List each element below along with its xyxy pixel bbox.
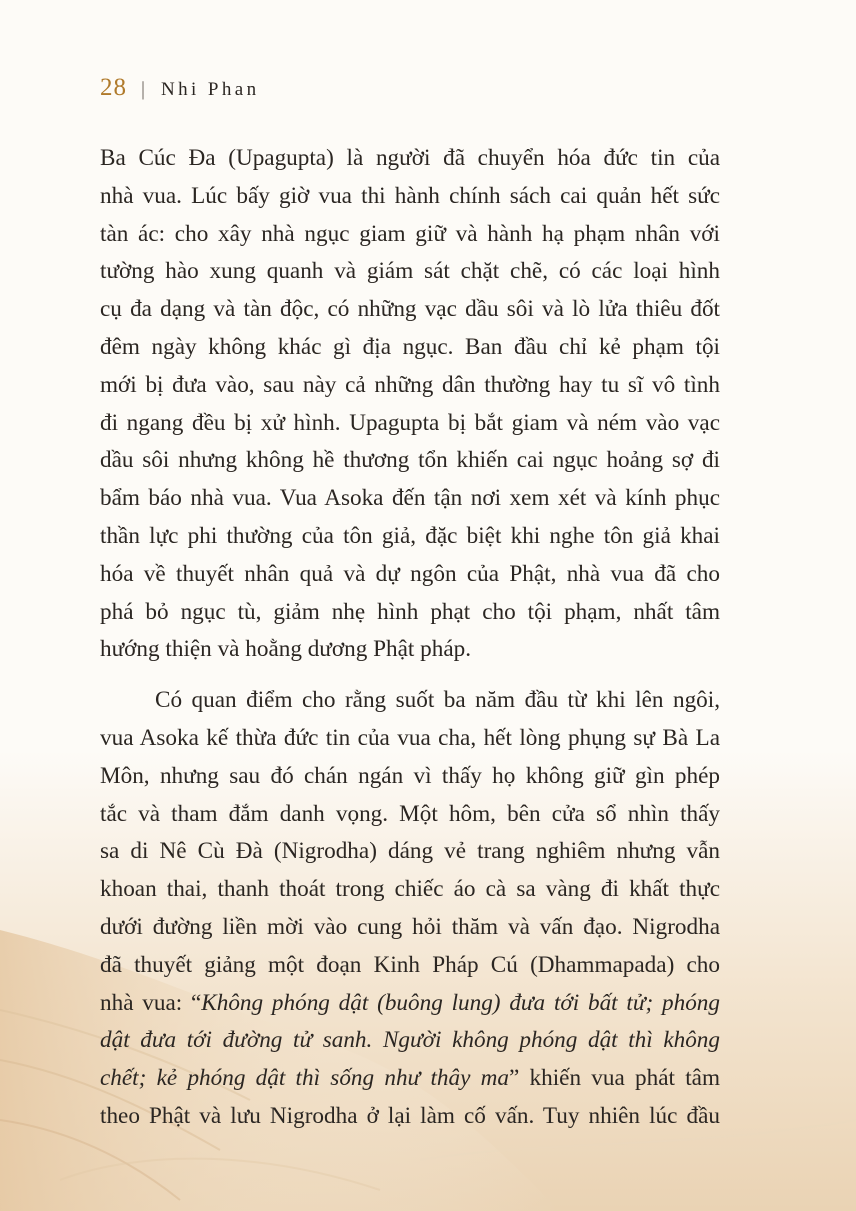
text-line: bẩm báo nhà vua. Vua Asoka đến tận nơi xem xét và kính phục [100,485,720,512]
text-line: dầu sôi nhưng không hề thương tổn khiến cai ngục hoảng sợ đi [100,447,720,474]
text-line: tắc và tham đắm danh vọng. Một hôm, bên cửa sổ nhìn thấy [100,800,720,827]
text-line: đêm ngày không khác gì địa ngục. Ban đầu chỉ kẻ phạm tội [100,333,720,360]
paragraph-1 [100,140,720,669]
quote-text: chết; kẻ phóng dật thì sống như thây ma [100,1065,509,1092]
page-number: 28 [100,74,127,101]
quote-text: dật đưa tới đường tử sanh. Người không phóng dật thì không [100,1027,720,1054]
text-line: nhà vua. Lúc bấy giờ vua thi hành chính sách cai quản hết sức [100,182,720,209]
text-line: hóa về thuyết nhân quả và dự ngôn của Phật, nhà vua đã cho [100,560,720,587]
body-text [100,140,720,1136]
text-line: vua Asoka kế thừa đức tin của vua cha, hết lòng phụng sự Bà La [100,724,720,751]
author-name: Nhi Phan [161,79,260,100]
text-line: Môn, nhưng sau đó chán ngán vì thấy họ không giữ gìn phép [100,762,720,789]
quote-text: Không phóng dật (buông lung) đưa tới bất tử; phóng [201,989,720,1016]
text-line: cụ đa dạng và tàn độc, có những vạc dầu sôi và lò lửa thiêu đốt [100,296,720,323]
text-line: đi ngang đều bị xử hình. Upagupta bị bắt giam và ném vào vạc [100,409,720,436]
header-separator: | [141,78,146,100]
text-line: dưới đường liền mời vào cung hỏi thăm và vấn đạo. Nigrodha [100,913,720,940]
running-header [100,74,259,108]
text-line: phá bỏ ngục tù, giảm nhẹ hình phạt cho tội phạm, nhất tâm [100,598,720,625]
text-line: sa di Nê Cù Đà (Nigrodha) dáng vẻ trang nghiêm nhưng vẫn [100,838,720,865]
text-line: theo Phật và lưu Nigrodha ở lại làm cố vấn. Tuy nhiên lúc đầu [100,1102,720,1129]
text-line: tàn ác: cho xây nhà ngục giam giữ và hành hạ phạm nhân với [100,220,720,247]
text-line: mới bị đưa vào, sau này cả những dân thường hay tu sĩ vô tình [100,371,720,398]
quote-line [100,985,720,1023]
text-line: khoan thai, thanh thoát trong chiếc áo cà sa vàng đi khất thực [100,876,720,903]
quote-lead-in: nhà vua: “ [100,989,202,1016]
paragraph-2 [100,682,720,1136]
text-line: thần lực phi thường của tôn giả, đặc biệt khi nghe tôn giả khai [100,522,720,549]
quote-line [100,1060,720,1098]
text-line: Ba Cúc Đa (Upagupta) là người đã chuyển hóa đức tin của [100,145,720,171]
text-line: đã thuyết giảng một đoạn Kinh Pháp Cú (Dhammapada) cho [100,951,720,978]
quote-follow-up: ” khiến vua phát tâm [508,1065,720,1092]
text-line: Có quan điểm cho rằng suốt ba năm đầu từ khi lên ngôi, [155,687,720,714]
text-line: hướng thiện và hoằng dương Phật pháp. [100,636,472,663]
quote-line [100,1022,720,1060]
text-line: tường hào xung quanh và giám sát chặt chẽ, có các loại hình [100,258,720,285]
